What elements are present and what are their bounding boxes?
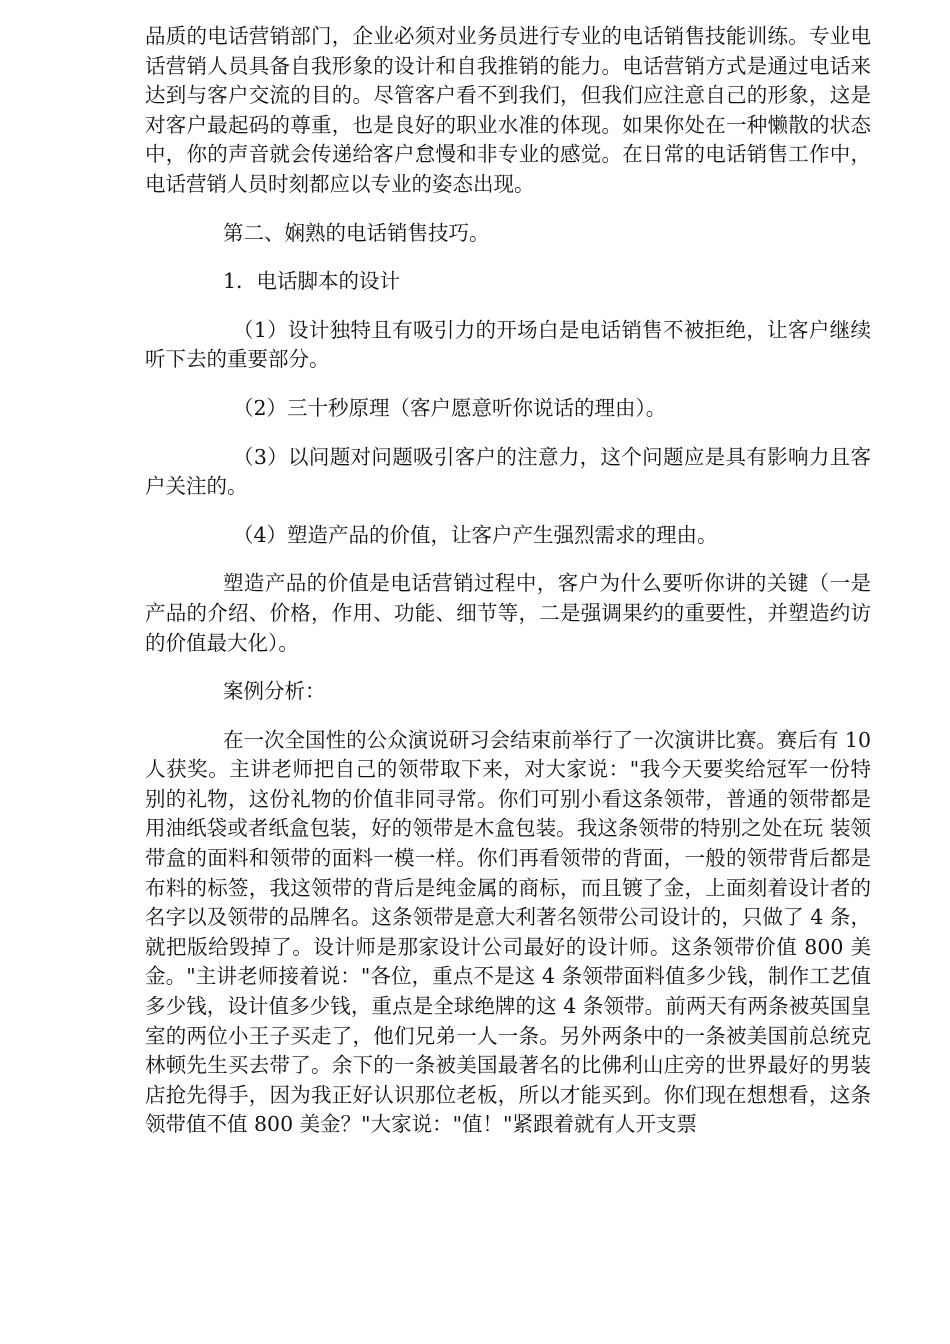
list-item: （4）塑造产品的价值，让客户产生强烈需求的理由。 (233, 522, 718, 547)
list-item: （1）设计独特且有吸引力的开场白是电话销售不被拒绝，让客户继续听下去的重要部分。 (145, 317, 871, 372)
body-paragraph: 品质的电话营销部门，企业必须对业务员进行专业的电话销售技能训练。专业电话营销人员具备自我形象的设计和自我推销的能力。电话营销方式是通过电话来达到与客户交流的目的。尽管客户看不到我们，但我们应注意自己的形象，这是对客户最起码的尊重，也是良好的职业水准的体现。如果你处在一种懒散的状态中，你的声音就会传递给客户怠慢和非专业的感觉。在日常的电话销售工作中，电话营销人员时刻都应以专业的姿态出现。 (145, 24, 871, 196)
case-heading: 案例分析： (223, 679, 326, 704)
section-heading: 第二、娴熟的电话销售技巧。 (223, 220, 490, 245)
sub-heading: 1．电话脚本的设计 (223, 269, 401, 294)
list-item: （2）三十秒原理（客户愿意听你说话的理由）。 (233, 395, 667, 420)
case-story-paragraph: 在一次全国性的公众演说研习会结束前举行了一次演讲比赛。赛后有 10 人获奖。主讲老师把自己的领带取下来，对大家说："我今天要奖给冠军一份特别的礼物，这份礼物的价值非同寻常。你们可别小看这条领带，普通的领带都是用油纸袋或者纸盒包装，好的领带是木盒包装。我这条领带的特别之处在玩 装领带盒的面料和领带的面料一模一样。你们再看领带的背面，一般的领带背后都是布料的标签，我这领带的背后是纯金属的商标，而且镀了金，上面刻着设计者的名字以及领带的品牌名。这条领带是意大利著名领带公司设计的，只做了 4 条，就把版给毁掉了。设计师是那家设计公司最好的设计师。这条领带价值 800 美金。"主讲老师接着说："各位，重点不是这 4 条领带面料值多少钱，制作工艺值多少钱，设计值多少钱，重点是全球绝牌的这 4 条领带。前两天有两条被英国皇室的两位小王子买走了，他们兄弟一人一条。另外两条中的一条被美国前总统克林顿先生买去带了。余下的一条被美国最著名的比佛利山庄旁的世界最好的男装店抢先得手，因为我正好认识那位老板，所以才能买到。你们现在想想看，这条领带值不值 800 美金？"大家说："值！"紧跟着就有人开支票 (145, 727, 871, 1137)
body-paragraph: 塑造产品的价值是电话营销过程中，客户为什么要听你讲的关键（一是产品的介绍、价格，作用、功能、细节等，二是强调果约的重要性，并塑造约访的价值最大化）。 (145, 571, 871, 655)
document-body (145, 22, 871, 1159)
list-item: （3）以问题对问题吸引客户的注意力，这个问题应是具有影响力且客户关注的。 (145, 444, 871, 499)
